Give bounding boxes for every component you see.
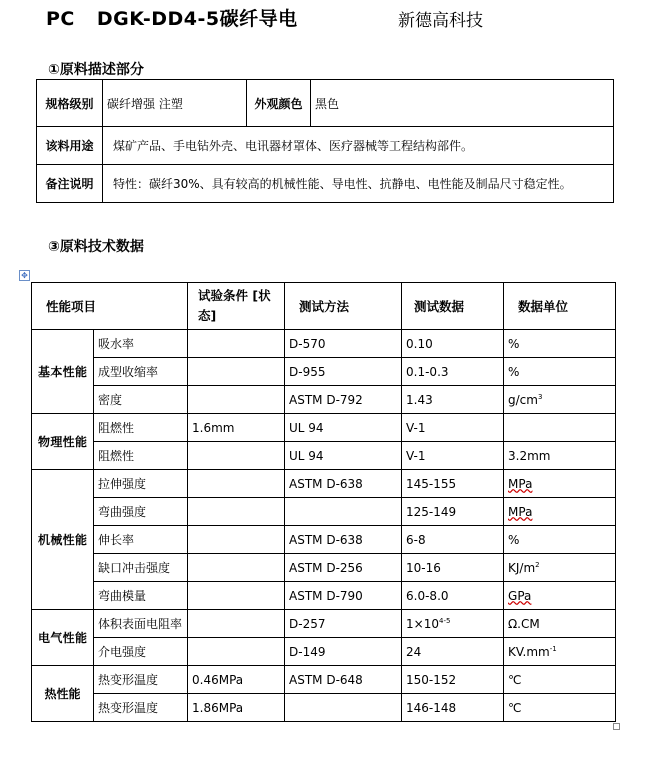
row-method: UL 94 [285,442,402,470]
unit-superscript: 3 [537,392,543,401]
remark-value: 特性：碳纤30%、具有较高的机械性能、导电性、抗静电、电性能及制品尺寸稳定性。 [103,165,614,203]
table-row [32,666,616,694]
row-item: 吸水率 [94,330,188,358]
usage-value: 煤矿产品、手电钻外壳、电讯器材罩体、医疗器械等工程结构部件。 [103,127,614,165]
unit-text: MPa [508,476,533,491]
row-data: V-1 [402,414,504,442]
row-method: ASTM D-638 [285,526,402,554]
col-unit-header: 数据单位 [504,283,616,330]
title-model: DGK-DD4-5碳纤导电 [96,8,298,30]
table-row [32,386,616,414]
row-method: ASTM D-638 [285,470,402,498]
remark-label: 备注说明 [37,165,103,203]
row-unit: ℃ [504,666,616,694]
row-method: ASTM D-256 [285,554,402,582]
row-condition: 1.6mm [188,414,285,442]
description-row [37,127,614,165]
category-mechanical: 机械性能 [32,470,94,610]
table-row [32,610,616,638]
row-item: 密度 [94,386,188,414]
unit-text: g/cm [508,392,538,407]
row-data: 24 [402,638,504,666]
table-row [32,442,616,470]
table-row [32,694,616,722]
section3-heading: ③原料技术数据 [48,239,144,255]
row-item: 弯曲模量 [94,582,188,610]
row-data: 0.10 [402,330,504,358]
company-name: 新德高科技 [398,11,483,31]
row-method: ASTM D-792 [285,386,402,414]
category-thermal: 热性能 [32,666,94,722]
table-row [32,358,616,386]
row-data: 150-152 [402,666,504,694]
row-data: 10-16 [402,554,504,582]
col-data-header: 测试数据 [402,283,504,330]
table-row [32,330,616,358]
row-unit: % [504,526,616,554]
usage-label: 该料用途 [37,127,103,165]
row-unit: Ω.CM [504,610,616,638]
row-condition [188,358,285,386]
row-data: 146-148 [402,694,504,722]
row-item: 热变形温度 [94,666,188,694]
row-item: 阻燃性 [94,414,188,442]
row-item: 拉伸强度 [94,470,188,498]
row-unit [504,638,616,666]
row-unit: ℃ [504,694,616,722]
row-data [402,610,504,638]
category-electrical: 电气性能 [32,610,94,666]
unit-text: MPa [508,504,533,519]
title-prefix: PC [46,8,75,30]
table-row [32,498,616,526]
data-text: 1×10 [406,616,439,631]
spec-label: 规格级别 [37,80,103,127]
row-data: 1.43 [402,386,504,414]
col-method-header: 测试方法 [285,283,402,330]
row-item: 体积表面电阻率 [94,610,188,638]
unit-superscript: -1 [549,644,557,653]
row-data: 145-155 [402,470,504,498]
appearance-label: 外观颜色 [247,80,311,127]
row-unit: % [504,330,616,358]
row-method: D-570 [285,330,402,358]
row-unit [504,582,616,610]
row-item: 伸长率 [94,526,188,554]
row-item: 缺口冲击强度 [94,554,188,582]
table-row [32,470,616,498]
row-method: UL 94 [285,414,402,442]
row-data: 125-149 [402,498,504,526]
appearance-value: 黑色 [311,80,614,127]
row-method: D-149 [285,638,402,666]
table-resize-handle-icon[interactable] [613,723,620,730]
row-condition [188,498,285,526]
row-item: 热变形温度 [94,694,188,722]
row-data: 6.0-8.0 [402,582,504,610]
unit-superscript: 2 [535,560,540,569]
description-table [36,79,614,203]
table-header-row [32,283,616,330]
row-condition [188,386,285,414]
row-unit: 3.2mm [504,442,616,470]
unit-text: KV.mm [508,644,550,659]
description-row [37,165,614,203]
row-condition [188,330,285,358]
row-unit [504,470,616,498]
row-method: ASTM D-790 [285,582,402,610]
row-method: D-257 [285,610,402,638]
row-item: 成型收缩率 [94,358,188,386]
row-method [285,498,402,526]
table-row [32,414,616,442]
table-move-handle-icon[interactable]: ✥ [19,270,30,281]
row-method [285,694,402,722]
table-row [32,582,616,610]
row-data: 0.1-0.3 [402,358,504,386]
row-method: ASTM D-648 [285,666,402,694]
row-data: V-1 [402,442,504,470]
section1-heading: ①原料描述部分 [48,62,144,78]
table-row [32,526,616,554]
unit-text: GPa [508,588,532,603]
col-property-header: 性能项目 [32,283,188,330]
unit-text: KJ/m [508,560,536,575]
spec-value: 碳纤增强 注塑 [103,80,247,127]
row-condition [188,582,285,610]
row-condition [188,638,285,666]
row-unit [504,554,616,582]
col-condition-header: 试验条件 [状态] [188,283,285,330]
table-row [32,554,616,582]
row-condition [188,526,285,554]
row-unit [504,498,616,526]
row-condition: 0.46MPa [188,666,285,694]
row-method: D-955 [285,358,402,386]
row-condition [188,442,285,470]
description-row [37,80,614,127]
row-item: 介电强度 [94,638,188,666]
category-physical: 物理性能 [32,414,94,470]
row-condition: 1.86MPa [188,694,285,722]
data-superscript: 4-5 [438,616,451,625]
table-row [32,638,616,666]
row-data: 6-8 [402,526,504,554]
category-basic: 基本性能 [32,330,94,414]
row-unit: % [504,358,616,386]
row-condition [188,554,285,582]
row-unit [504,386,616,414]
row-condition [188,610,285,638]
row-unit [504,414,616,442]
row-condition [188,470,285,498]
row-item: 阻燃性 [94,442,188,470]
technical-data-table [31,282,616,722]
document-title [46,4,298,31]
row-item: 弯曲强度 [94,498,188,526]
